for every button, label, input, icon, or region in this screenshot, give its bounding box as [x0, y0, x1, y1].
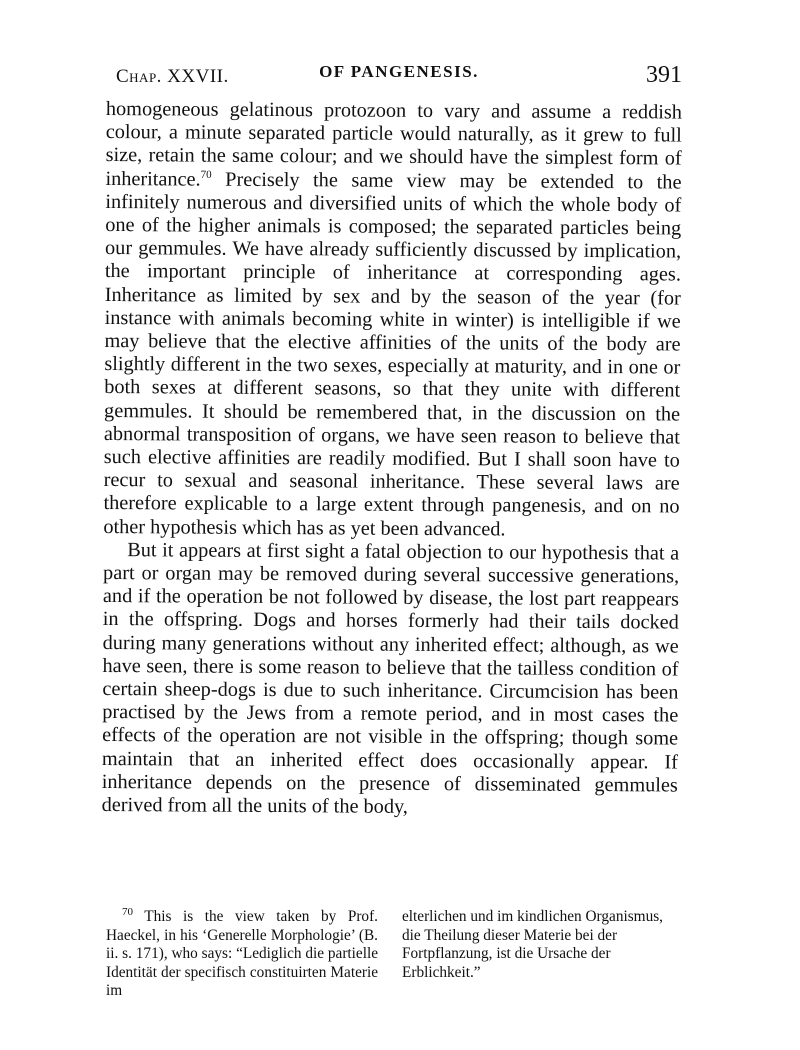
paragraph-text: homogeneous gelatinous protozoon to vary and assume a reddish colour, a minute separated particle would naturally, as it grew to full size, retain the same colour; and we should have the simplest form of inheritance. — [105, 98, 682, 191]
footnote-number: 70 — [122, 905, 133, 918]
footnote-left-column — [106, 905, 378, 1001]
running-header — [116, 62, 682, 92]
footnote-text: This is the view taken by Prof. Haeckel, in his ‘Generelle Morphologie’ (B. ii. s. 171), who says: “Lediglich die partielle Identität der specifisch constituirten Materie im — [106, 908, 378, 999]
footnote-right-column: elterlichen und im kindlichen Organismus, die Theilung dieser Materie bei der Fortpflanzung, ist die Ursache der Erblichkeit.” — [402, 908, 663, 981]
paragraph-text: Precisely the same view may be extended to the infinitely numerous and diversified units of which the whole body of one of the higher animals is composed; the separated particles being our gemmules. We have already sufficiently discussed by implication, the important principle of inheritance at corresponding ages. Inheritance as limited by sex and by the season of the year (for instance with animals becoming white in winter) is intelligible if we may believe that the elective affinities of the units of the body are slightly different in the two sexes, especially at maturity, and in one or both sexes at different seasons, so that they unite with different gemmules. It should be remembered that, in the discussion on the abnormal transposition of organs, we have seen reason to believe that such elective affinities are readily modified. But I shall soon have to recur to sexual and seasonal inheritance. These several laws are therefore explicable to a large extent through pangenesis, and on no other hypothesis which has as yet been advanced. — [103, 168, 682, 541]
chapter-label: Chap. XXVII. — [116, 66, 229, 87]
paragraph-continued — [103, 98, 682, 542]
running-title: OF PANGENESIS. — [319, 62, 479, 81]
paragraph: But it appears at first sight a fatal objection to our hypothesis that a part or organ may be removed during several successive generations, and if the operation be not followed by disease, the lost part reappears in the offspring. Dogs and horses formerly had their tails docked during many generations without any inherited effect; although, as we have seen, there is some reason to believe that the tailless condition of certain sheep-dogs is due to such inheritance. Circumcision has been practised by the Jews from a remote period, and in most cases the effects of the operation are not visible in the offspring; though some maintain that an inherited effect does occasionally appear. If inheritance depends on the presence of disseminated gemmules derived from all the units of the body, — [101, 538, 680, 818]
footnote-block — [106, 905, 682, 1001]
body-text — [102, 98, 682, 821]
footnote-reference[interactable]: 70 — [200, 168, 212, 181]
page-number: 391 — [646, 62, 682, 88]
